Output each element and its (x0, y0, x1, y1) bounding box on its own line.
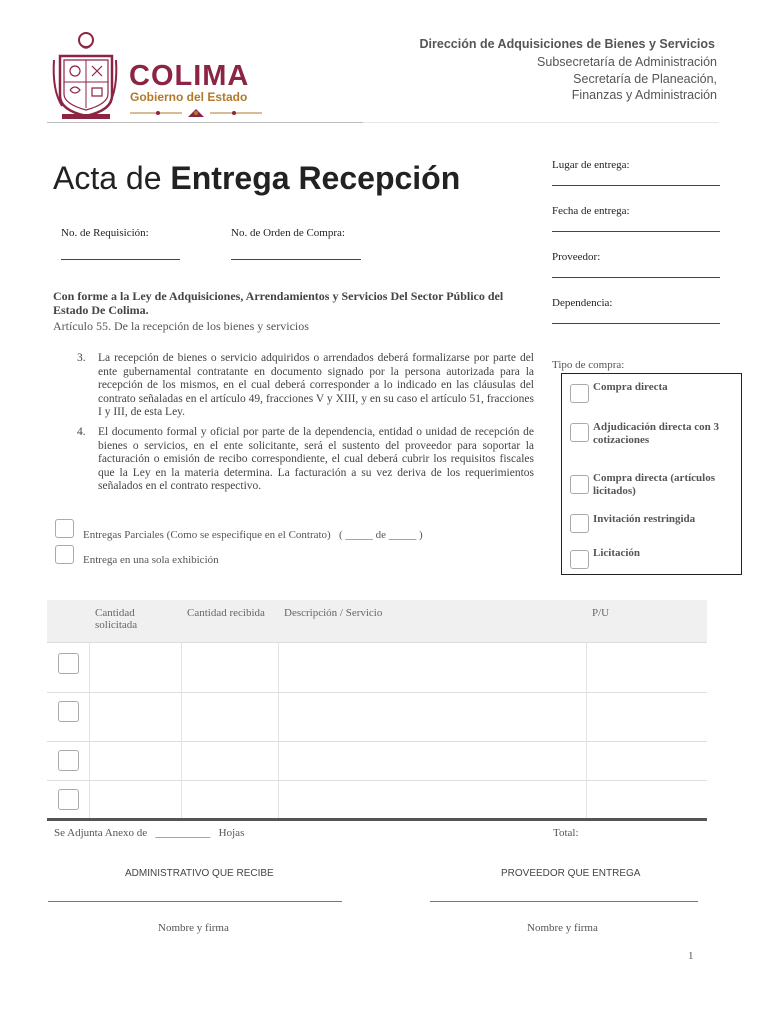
orden-compra-field[interactable] (231, 259, 361, 260)
logo (50, 30, 270, 122)
ley-heading: Con forme a la Ley de Adquisiciones, Arrendamientos y Servicios Del Sector Público del Estado De Colima. (53, 289, 504, 317)
descripcion-cell[interactable] (278, 741, 586, 780)
cantidad-recibida-cell[interactable] (181, 780, 278, 819)
table-row (47, 780, 707, 819)
compra-directa-licitados-checkbox[interactable] (570, 475, 589, 494)
fecha-field[interactable] (552, 231, 720, 232)
lugar-field[interactable] (552, 185, 720, 186)
pu-cell[interactable] (586, 692, 707, 741)
clause-item (70, 426, 534, 494)
row-checkbox[interactable] (58, 789, 79, 810)
dept-secretaria: Secretaría de Planeación, (573, 72, 717, 86)
lugar-label: Lugar de entrega: (552, 159, 630, 171)
clause-text: El documento formal y oficial por parte de la dependencia, entidad o unidad de recepción de bienes o servicios, en el ente solicitante, será el sustento del proveedor para soportar la facturación o emisión de recibo correspondiente, el cual deberá cubrir los requisitos fiscales que la Ley en la materia determina. La facturación a su vez deriva de los requerimientos señalados en el contrato respectivo. (98, 426, 534, 492)
requisicion-field[interactable] (61, 259, 180, 260)
entregas-parciales-checkbox[interactable] (55, 519, 74, 538)
table-row (47, 692, 707, 741)
dept-finanzas: Finanzas y Administración (571, 88, 717, 102)
row-checkbox[interactable] (58, 750, 79, 771)
row-checkbox-cell (47, 642, 89, 692)
entrega-sola-label: Entrega en una sola exhibición (83, 554, 219, 566)
clause-item (70, 352, 534, 420)
ornament-icon (130, 107, 262, 119)
pu-cell[interactable] (586, 642, 707, 692)
table-header (47, 600, 707, 642)
state-seal-icon (50, 30, 120, 122)
row-checkbox-cell (47, 780, 89, 819)
clause-text: La recepción de bienes o servicio adquiridos o arrendados deberá formalizarse por parte del ente gubernamental contratante en documento signado por la persona autorizada para la recepción de los mismos, en el cual deberá corresponder a lo indicado en las cláusulas del contrato señaladas en el artículo 49, fracciones V y XIII, y en su caso el artículo 51, fracciones I y III, de esta Ley. (98, 352, 534, 418)
tipo-compra-label: Tipo de compra: (552, 359, 625, 371)
recibe-signature-line[interactable] (48, 901, 342, 902)
page-title (53, 160, 460, 197)
pu-cell[interactable] (586, 741, 707, 780)
recibe-nombre-firma: Nombre y firma (158, 922, 229, 934)
clause-number: 3. (77, 352, 86, 364)
page-title-light: Acta de (53, 160, 171, 196)
entregas-parciales-label: Entregas Parciales (Como se especifique en el Contrato) ( _____ de _____ ) (83, 529, 423, 541)
compra-directa-licitados-label: Compra directa (artículos licitados) (593, 472, 715, 497)
col-cantidad-solicitada: Cantidad solicitada (89, 600, 181, 642)
clause-number: 4. (77, 426, 86, 438)
entrega-signature-line[interactable] (430, 901, 698, 902)
total-label: Total: (553, 827, 579, 839)
cantidad-solicitada-cell[interactable] (89, 692, 181, 741)
row-checkbox-cell (47, 741, 89, 780)
col-descripcion: Descripción / Servicio (278, 600, 586, 642)
row-checkbox[interactable] (58, 653, 79, 674)
cantidad-recibida-cell[interactable] (181, 642, 278, 692)
cantidad-recibida-cell[interactable] (181, 741, 278, 780)
row-checkbox-cell (47, 692, 89, 741)
tipo-compra-box (561, 373, 742, 575)
col-cantidad-recibida: Cantidad recibida (181, 600, 278, 642)
requisicion-label: No. de Requisición: (61, 227, 149, 239)
col-pu: P/U (586, 600, 707, 642)
dept-title: Dirección de Adquisiciones de Bienes y Servicios (419, 37, 715, 51)
cantidad-recibida-cell[interactable] (181, 692, 278, 741)
entrega-label: PROVEEDOR QUE ENTREGA (501, 868, 641, 879)
descripcion-cell[interactable] (278, 692, 586, 741)
compra-directa-checkbox[interactable] (570, 384, 589, 403)
invitacion-restringida-label: Invitación restringida (593, 513, 696, 525)
pu-cell[interactable] (586, 780, 707, 819)
header-divider (47, 122, 363, 123)
entrega-sola-checkbox[interactable] (55, 545, 74, 564)
page-number: 1 (688, 950, 694, 962)
invitacion-restringida-checkbox[interactable] (570, 514, 589, 533)
adjudicacion-directa-label: Adjudicación directa con 3 cotizaciones (593, 421, 719, 446)
cantidad-solicitada-cell[interactable] (89, 642, 181, 692)
anexo-label: Se Adjunta Anexo de __________ Hojas (54, 827, 245, 839)
logo-subtitle: Gobierno del Estado (130, 90, 248, 104)
adjudicacion-directa-checkbox[interactable] (570, 423, 589, 442)
dependencia-field[interactable] (552, 323, 720, 324)
orden-compra-label: No. de Orden de Compra: (231, 227, 345, 239)
row-checkbox[interactable] (58, 701, 79, 722)
ley-articulo: Artículo 55. De la recepción de los bienes y servicios (53, 319, 309, 333)
fecha-label: Fecha de entrega: (552, 205, 630, 217)
licitacion-checkbox[interactable] (570, 550, 589, 569)
col-select (47, 600, 89, 642)
dependencia-label: Dependencia: (552, 297, 613, 309)
table-row (47, 642, 707, 692)
entrega-nombre-firma: Nombre y firma (527, 922, 598, 934)
cantidad-solicitada-cell[interactable] (89, 741, 181, 780)
page-title-bold: Entrega Recepción (170, 160, 461, 196)
logo-name: COLIMA (129, 60, 250, 92)
cantidad-solicitada-cell[interactable] (89, 780, 181, 819)
dept-subsecretaria: Subsecretaría de Administración (537, 55, 717, 69)
compra-directa-label: Compra directa (593, 381, 668, 393)
licitacion-label: Licitación (593, 547, 641, 559)
descripcion-cell[interactable] (278, 642, 586, 692)
items-table (47, 600, 707, 821)
descripcion-cell[interactable] (278, 780, 586, 819)
recibe-label: ADMINISTRATIVO QUE RECIBE (125, 868, 274, 879)
proveedor-field[interactable] (552, 277, 720, 278)
proveedor-label: Proveedor: (552, 251, 601, 263)
table-row (47, 741, 707, 780)
header-divider-right (363, 122, 719, 123)
